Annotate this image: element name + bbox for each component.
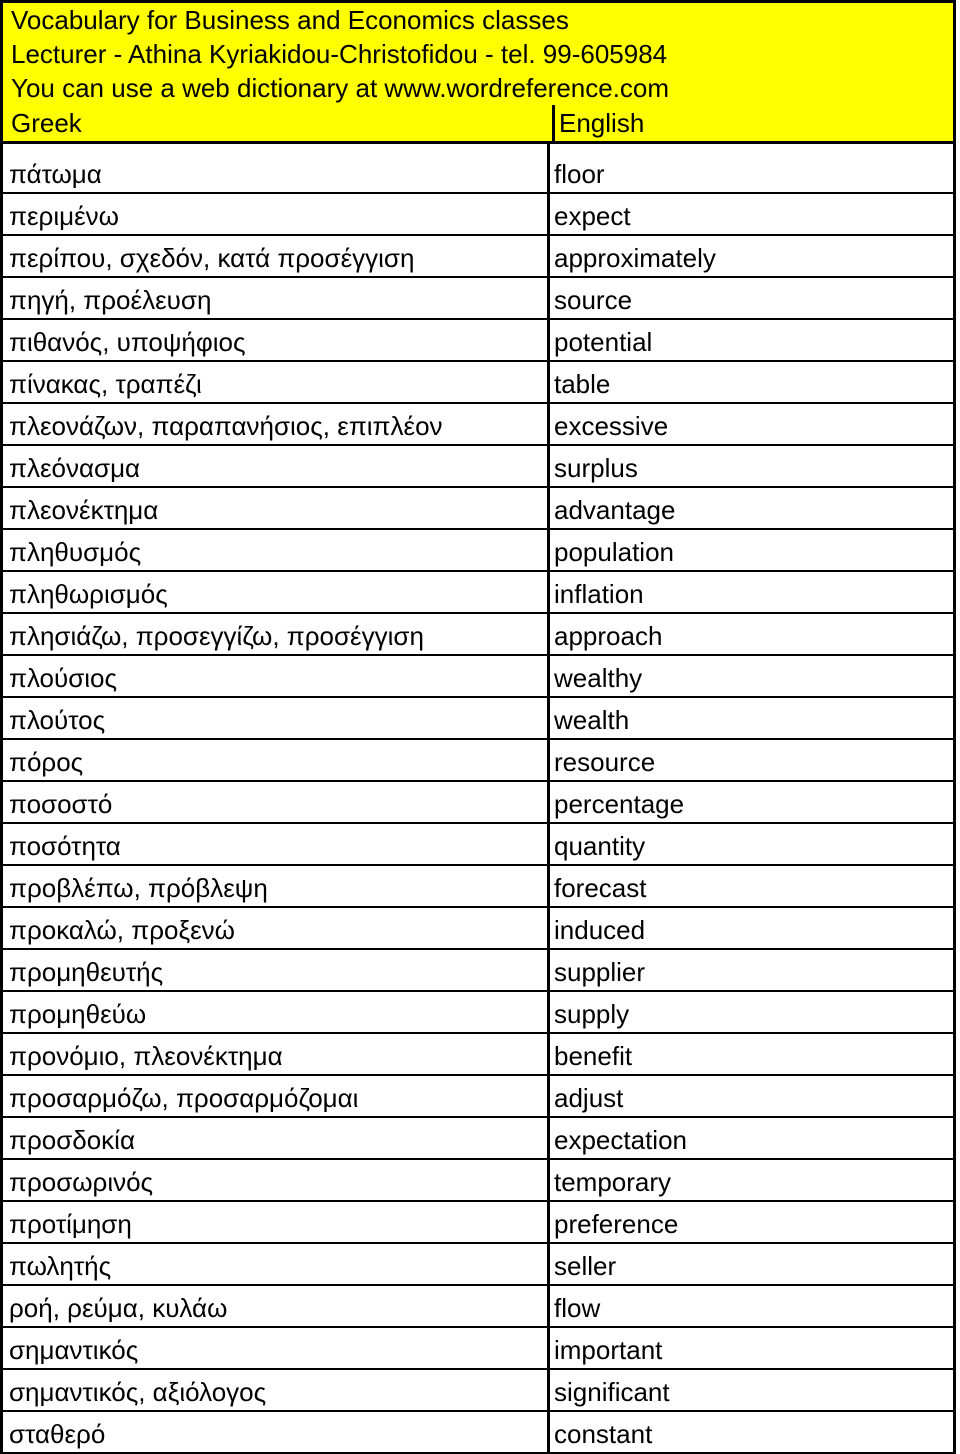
table-row bbox=[3, 1244, 953, 1286]
english-term[interactable]: preference bbox=[547, 1202, 953, 1242]
column-header-greek: Greek bbox=[11, 108, 82, 138]
table-row bbox=[3, 530, 953, 572]
table-row bbox=[3, 656, 953, 698]
greek-term[interactable]: πίνακας, τραπέζι bbox=[9, 369, 202, 399]
english-term[interactable]: wealthy bbox=[547, 656, 953, 696]
english-term[interactable]: table bbox=[547, 362, 953, 402]
greek-term[interactable]: πλούτος bbox=[9, 705, 106, 735]
greek-term[interactable]: σταθερό bbox=[9, 1419, 106, 1449]
table-row bbox=[3, 236, 953, 278]
table-row bbox=[3, 488, 953, 530]
table-row bbox=[3, 278, 953, 320]
table-row bbox=[3, 950, 953, 992]
table-row bbox=[3, 740, 953, 782]
english-term[interactable]: potential bbox=[547, 320, 953, 360]
greek-term[interactable]: προμηθεύω bbox=[9, 999, 147, 1029]
greek-term[interactable]: πλεονέκτημα bbox=[9, 495, 159, 525]
table-row bbox=[3, 1118, 953, 1160]
english-term[interactable]: adjust bbox=[547, 1076, 953, 1116]
greek-term[interactable]: πλούσιος bbox=[9, 663, 118, 693]
vocabulary-table bbox=[0, 152, 956, 1454]
greek-term[interactable]: πλησιάζω, προσεγγίζω, προσέγγιση bbox=[9, 621, 424, 651]
table-row bbox=[3, 1076, 953, 1118]
english-term[interactable]: flow bbox=[547, 1286, 953, 1326]
greek-term[interactable]: πληθωρισμός bbox=[9, 579, 168, 609]
greek-term[interactable]: προτίμηση bbox=[9, 1209, 132, 1239]
english-term[interactable]: inflation bbox=[547, 572, 953, 612]
table-row bbox=[3, 1202, 953, 1244]
table-row bbox=[3, 1328, 953, 1370]
english-term[interactable]: supplier bbox=[547, 950, 953, 990]
column-headers bbox=[3, 105, 953, 144]
table-row bbox=[3, 362, 953, 404]
greek-term[interactable]: ποσότητα bbox=[9, 831, 121, 861]
greek-term[interactable]: προσαρμόζω, προσαρμόζομαι bbox=[9, 1083, 359, 1113]
column-header-english: English bbox=[552, 105, 953, 141]
greek-term[interactable]: σημαντικός, αξιόλογος bbox=[9, 1377, 267, 1407]
greek-term[interactable]: πλεόνασμα bbox=[9, 453, 141, 483]
english-term[interactable]: important bbox=[547, 1328, 953, 1368]
english-term[interactable]: excessive bbox=[547, 404, 953, 444]
table-row bbox=[3, 1412, 953, 1454]
table-row bbox=[3, 572, 953, 614]
english-term[interactable]: floor bbox=[547, 152, 953, 192]
english-term[interactable]: approximately bbox=[547, 236, 953, 276]
greek-term[interactable]: προκαλώ, προξενώ bbox=[9, 915, 235, 945]
table-row bbox=[3, 194, 953, 236]
dictionary-note: You can use a web dictionary at www.wordreference.com bbox=[11, 73, 670, 103]
greek-term[interactable]: σημαντικός bbox=[9, 1335, 139, 1365]
greek-term[interactable]: προνόμιο, πλεονέκτημα bbox=[9, 1041, 283, 1071]
english-term[interactable]: benefit bbox=[547, 1034, 953, 1074]
english-term[interactable]: temporary bbox=[547, 1160, 953, 1200]
english-term[interactable]: forecast bbox=[547, 866, 953, 906]
english-term[interactable]: approach bbox=[547, 614, 953, 654]
english-term[interactable]: quantity bbox=[547, 824, 953, 864]
english-term[interactable]: expectation bbox=[547, 1118, 953, 1158]
english-term[interactable]: constant bbox=[547, 1412, 953, 1452]
greek-term[interactable]: περιμένω bbox=[9, 201, 119, 231]
english-term[interactable]: supply bbox=[547, 992, 953, 1032]
greek-term[interactable]: προσωρινός bbox=[9, 1167, 154, 1197]
greek-term[interactable]: προσδοκία bbox=[9, 1125, 135, 1155]
english-term[interactable]: advantage bbox=[547, 488, 953, 528]
spacer-row bbox=[0, 144, 956, 152]
table-row bbox=[3, 1034, 953, 1076]
greek-term[interactable]: πηγή, προέλευση bbox=[9, 285, 212, 315]
greek-term[interactable]: πιθανός, υποψήφιος bbox=[9, 327, 246, 357]
table-row bbox=[3, 824, 953, 866]
table-row bbox=[3, 404, 953, 446]
table-row bbox=[3, 152, 953, 194]
greek-term[interactable]: ποσοστό bbox=[9, 789, 113, 819]
greek-term[interactable]: προμηθευτής bbox=[9, 957, 164, 987]
table-row bbox=[3, 446, 953, 488]
greek-term[interactable]: περίπου, σχεδόν, κατά προσέγγιση bbox=[9, 243, 415, 273]
english-term[interactable]: population bbox=[547, 530, 953, 570]
table-row bbox=[3, 992, 953, 1034]
english-term[interactable]: resource bbox=[547, 740, 953, 780]
lecturer-info: Lecturer - Athina Kyriakidou-Christofidou - tel. 99-605984 bbox=[11, 39, 668, 69]
table-row bbox=[3, 1286, 953, 1328]
table-row bbox=[3, 908, 953, 950]
table-row bbox=[3, 1160, 953, 1202]
sheet-title: Vocabulary for Business and Economics classes bbox=[11, 5, 569, 35]
english-term[interactable]: significant bbox=[547, 1370, 953, 1410]
english-term[interactable]: source bbox=[547, 278, 953, 318]
greek-term[interactable]: προβλέπω, πρόβλεψη bbox=[9, 873, 268, 903]
english-term[interactable]: expect bbox=[547, 194, 953, 234]
table-row bbox=[3, 1370, 953, 1412]
greek-term[interactable]: ροή, ρεύμα, κυλάω bbox=[9, 1293, 228, 1323]
english-term[interactable]: induced bbox=[547, 908, 953, 948]
table-row bbox=[3, 320, 953, 362]
greek-term[interactable]: πάτωμα bbox=[9, 159, 102, 189]
table-row bbox=[3, 614, 953, 656]
english-term[interactable]: wealth bbox=[547, 698, 953, 738]
greek-term[interactable]: πόρος bbox=[9, 747, 84, 777]
english-term[interactable]: seller bbox=[547, 1244, 953, 1284]
greek-term[interactable]: πλεονάζων, παραπανήσιος, επιπλέον bbox=[9, 411, 443, 441]
greek-term[interactable]: πωλητής bbox=[9, 1251, 112, 1281]
english-term[interactable]: surplus bbox=[547, 446, 953, 486]
header-block bbox=[0, 0, 956, 144]
table-row bbox=[3, 698, 953, 740]
english-term[interactable]: percentage bbox=[547, 782, 953, 822]
table-row bbox=[3, 866, 953, 908]
greek-term[interactable]: πληθυσμός bbox=[9, 537, 142, 567]
table-row bbox=[3, 782, 953, 824]
